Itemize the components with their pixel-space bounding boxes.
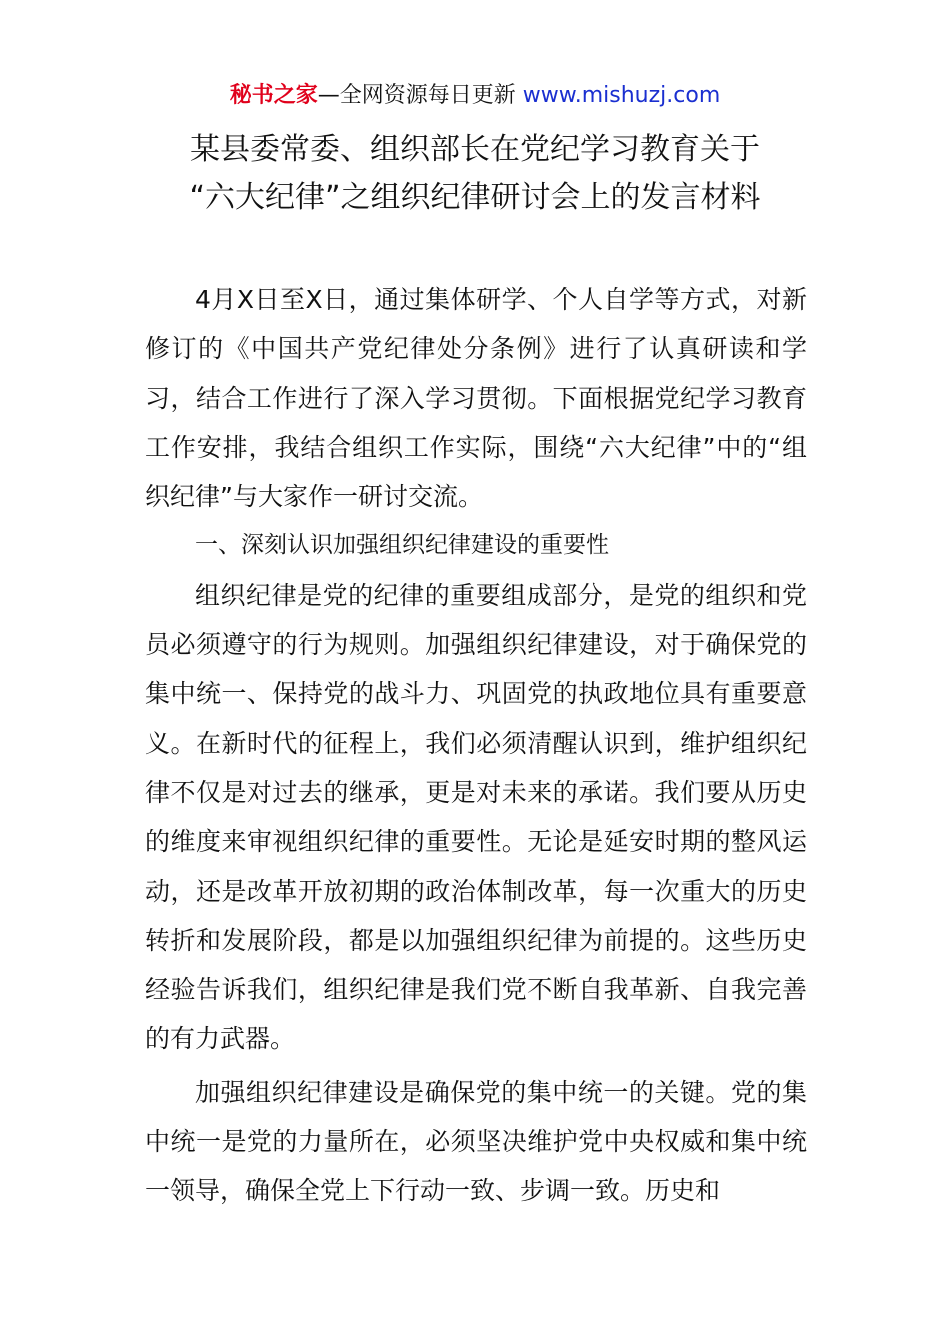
site-header [0, 80, 950, 112]
paragraph-2: 加强组织纪律建设是确保党的集中统一的关键。党的集中统一是党的力量所在，必须坚决维护党中央权威和集中统一领导，确保全党上下行动一致、步调一致。历史和 [145, 1077, 807, 1206]
section-heading-1: 一、深刻认识加强组织纪律建设的重要性 [195, 532, 609, 559]
paragraph-intro: 4月X日至X日，通过集体研学、个人自学等方式，对新修订的《中国共产党纪律处分条例》进行了认真研读和学习，结合工作进行了深入学习贯彻。下面根据党纪学习教育工作安排，我结合组织工作实际，围绕“六大纪律”中的“组织纪律”与大家作一研讨交流。 [145, 285, 807, 512]
title-line-2: “六大纪律”之组织纪律研讨会上的发言材料 [189, 180, 761, 215]
site-url[interactable]: www.mishuzj.com [522, 83, 721, 108]
paragraph-1: 组织纪律是党的纪律的重要组成部分，是党的组织和党员必须遵守的行为规则。加强组织纪律建设，对于确保党的集中统一、保持党的战斗力、巩固党的执政地位具有重要意义。在新时代的征程上，我们必须清醒认识到，维护组织纪律不仅是对过去的继承，更是对未来的承诺。我们要从历史的维度来审视组织纪律的重要性。无论是延安时期的整风运动，还是改革开放初期的政治体制改革，每一次重大的历史转折和发展阶段，都是以加强组织纪律为前提的。这些历史经验告诉我们，组织纪律是我们党不断自我革新、自我完善的有力武器。 [145, 580, 807, 1054]
site-brand: 秘书之家 [229, 83, 318, 108]
title-line-1: 某县委常委、组织部长在党纪学习教育关于 [190, 132, 760, 167]
site-tagline: —全网资源每日更新 [317, 83, 523, 108]
document-body [145, 275, 807, 1216]
document-title [0, 126, 950, 222]
